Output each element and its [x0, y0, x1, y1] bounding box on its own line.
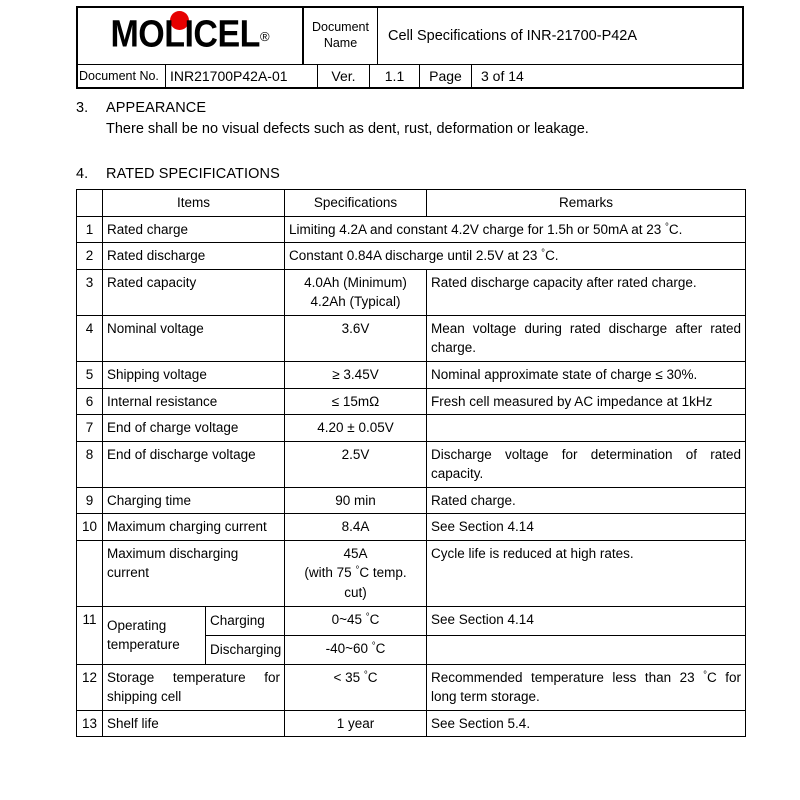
logo-cell	[78, 8, 304, 64]
row-spec: 4.20 ± 0.05V	[285, 415, 427, 442]
document-no-value: INR21700P42A-01	[166, 65, 318, 87]
section-3-title: APPEARANCE	[106, 100, 207, 116]
row-number: 10	[77, 514, 103, 541]
row-item: Shipping voltage	[103, 361, 285, 388]
row-remarks: Fresh cell measured by AC impedance at 1kHz	[427, 388, 746, 415]
row-number: 13	[77, 710, 103, 737]
table-row	[77, 243, 746, 270]
table-row	[77, 514, 746, 541]
row-remarks	[427, 415, 746, 442]
row-item: End of discharge voltage	[103, 441, 285, 487]
table-row	[77, 664, 746, 710]
sub-row-remarks-discharging	[427, 635, 746, 664]
row-spec-line2: (with 75 °C temp.	[304, 565, 407, 581]
row-spec	[285, 269, 427, 315]
row-spec: < 35 °C	[285, 664, 427, 710]
document-header	[76, 6, 744, 89]
document-no-label: Document No.	[78, 65, 166, 87]
sub-row-label-discharging: Discharging	[206, 635, 285, 664]
sub-row-label-charging: Charging	[206, 607, 285, 636]
table-row	[77, 315, 746, 361]
operating-temperature-nested-table	[103, 607, 284, 664]
row-item: End of charge voltage	[103, 415, 285, 442]
section-4-title: RATED SPECIFICATIONS	[106, 166, 280, 182]
row-remarks: Rated charge.	[427, 487, 746, 514]
row-spec-line1: 45A	[343, 545, 368, 561]
row-number	[77, 540, 103, 606]
row-remarks: Recommended temperature less than 23 °C for long term storage.	[427, 664, 746, 710]
row-number: 3	[77, 269, 103, 315]
row-item: Storage temperature for shipping cell	[103, 664, 285, 710]
registered-trademark-icon: ®	[259, 28, 270, 44]
table-row	[77, 540, 746, 606]
row-spec-remarks-merged	[285, 216, 746, 243]
table-row	[77, 388, 746, 415]
table-header-row	[77, 190, 746, 217]
row-remarks: Mean voltage during rated discharge after rated charge.	[427, 315, 746, 361]
row-remarks: Rated discharge capacity after rated charge.	[427, 269, 746, 315]
row-item: Nominal voltage	[103, 315, 285, 361]
molicel-logo	[110, 12, 270, 56]
table-row	[77, 710, 746, 737]
row-remarks: Discharge voltage for determination of rated capacity.	[427, 441, 746, 487]
table-row	[77, 216, 746, 243]
section-4-heading	[76, 166, 280, 182]
section-3-body: There shall be no visual defects such as dent, rust, deformation or leakage.	[106, 121, 589, 137]
table-row	[77, 269, 746, 315]
document-header-top-row	[78, 8, 742, 64]
table-row	[77, 361, 746, 388]
row-remarks: See Section 4.14	[427, 514, 746, 541]
row-spec: 2.5V	[285, 441, 427, 487]
rated-specifications-table	[76, 189, 746, 737]
row-item: Maximum discharging current	[103, 540, 285, 606]
row-spec-line2: 4.2Ah (Typical)	[310, 294, 401, 310]
row-item: Rated charge	[103, 216, 285, 243]
row-remarks: See Section 5.4.	[427, 710, 746, 737]
row-merged-text: Constant 0.84A discharge until 2.5V at 23 °C.	[289, 248, 559, 264]
row-item: Shelf life	[103, 710, 285, 737]
row-remarks: Cycle life is reduced at high rates.	[427, 540, 746, 606]
row-number: 8	[77, 441, 103, 487]
row-number: 4	[77, 315, 103, 361]
row-spec: 8.4A	[285, 514, 427, 541]
sub-row-spec-charging: 0~45 °C	[285, 606, 427, 635]
row-item-label: Operating temperature	[107, 617, 180, 653]
row-number: 2	[77, 243, 103, 270]
table-row	[77, 606, 746, 635]
page-label: Page	[420, 65, 472, 87]
row-merged-text: Limiting 4.2A and constant 4.2V charge for 1.5h or 50mA at 23 °C.	[289, 221, 683, 237]
table-row	[77, 441, 746, 487]
section-3-heading	[76, 100, 206, 116]
row-spec: 3.6V	[285, 315, 427, 361]
sub-row-remarks-charging: See Section 4.14	[427, 606, 746, 635]
document-name-label: Document Name	[304, 8, 378, 64]
section-3-number: 3.	[76, 100, 89, 116]
row-number: 6	[77, 388, 103, 415]
row-spec-remarks-merged	[285, 243, 746, 270]
row-spec: ≥ 3.45V	[285, 361, 427, 388]
row-number: 9	[77, 487, 103, 514]
row-number: 7	[77, 415, 103, 442]
header-remarks: Remarks	[427, 190, 746, 217]
row-spec: 1 year	[285, 710, 427, 737]
document-title: Cell Specifications of INR-21700-P42A	[388, 28, 638, 44]
row-number: 1	[77, 216, 103, 243]
version-value: 1.1	[370, 65, 420, 87]
logo-wordmark: MOLICEL	[110, 12, 260, 56]
row-item: Charging time	[103, 487, 285, 514]
sub-row-spec-discharging: -40~60 °C	[285, 635, 427, 664]
row-spec-line1: 4.0Ah (Minimum)	[304, 274, 407, 290]
row-spec	[285, 540, 427, 606]
table-row	[77, 487, 746, 514]
row-number: 5	[77, 361, 103, 388]
row-spec-line3: cut)	[344, 585, 367, 600]
version-label: Ver.	[318, 65, 370, 87]
row-item: Rated discharge	[103, 243, 285, 270]
table-row	[77, 415, 746, 442]
header-items: Items	[103, 190, 285, 217]
row-item: Rated capacity	[103, 269, 285, 315]
row-remarks: Nominal approximate state of charge ≤ 30%.	[427, 361, 746, 388]
row-spec: ≤ 15mΩ	[285, 388, 427, 415]
header-blank-cell	[77, 190, 103, 217]
header-specifications: Specifications	[285, 190, 427, 217]
row-item: Maximum charging current	[103, 514, 285, 541]
row-number: 12	[77, 664, 103, 710]
document-header-bottom-row	[78, 64, 742, 87]
row-number: 11	[77, 606, 103, 664]
row-spec: 90 min	[285, 487, 427, 514]
row-item-nested	[103, 606, 285, 664]
row-item: Internal resistance	[103, 388, 285, 415]
section-4-number: 4.	[76, 166, 89, 182]
page-value: 3 of 14	[481, 68, 524, 84]
